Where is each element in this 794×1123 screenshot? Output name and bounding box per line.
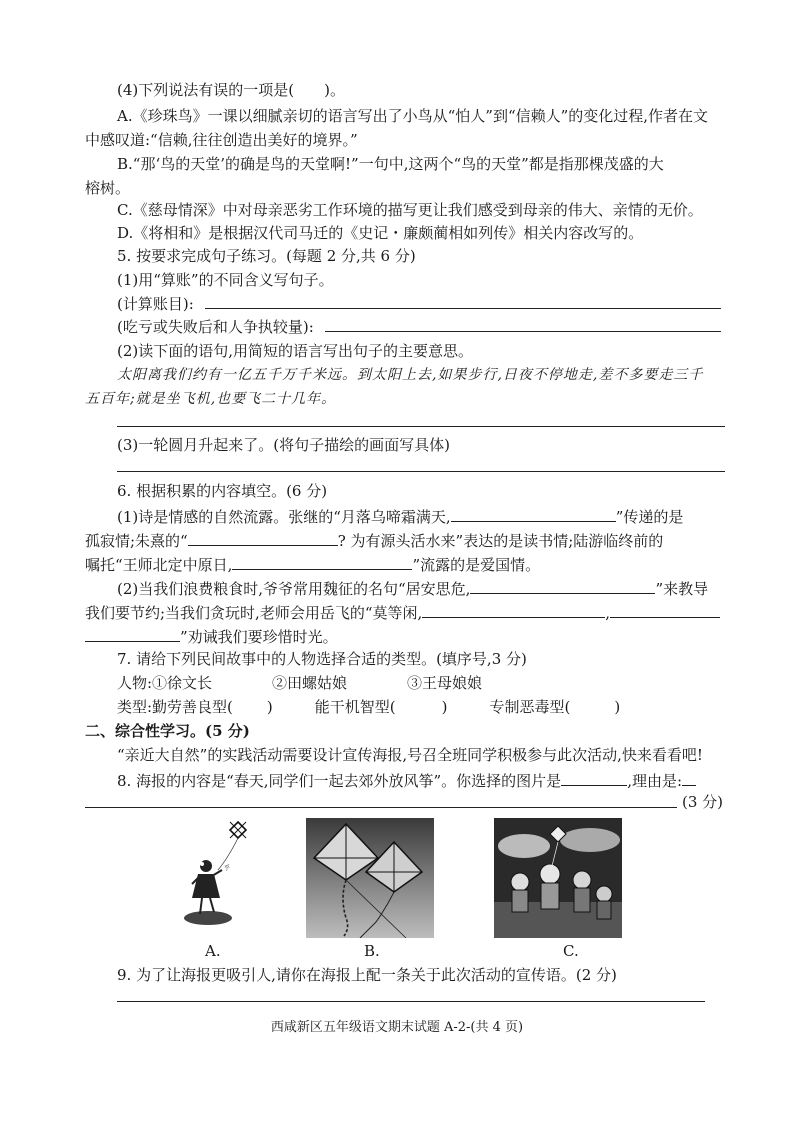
picture-b-kites-closeup[interactable] (306, 818, 434, 938)
q4-option-d: D.《将相和》是根据汉代司马迁的《史记・廉颇蔺相如列传》相关内容改写的。 (117, 224, 644, 242)
q5-part1: (1)用“算账”的不同含义写句子。 (117, 271, 334, 289)
q7-type2-label: 能干机智型( (314, 698, 396, 716)
q5-part1-b-answer-line[interactable] (325, 331, 721, 332)
q8-stem (117, 769, 696, 791)
q6-blank-4[interactable] (470, 577, 655, 594)
q6-line3-text-b: ”流露的是爱国情。 (412, 556, 541, 574)
q6-line4-text-a: (2)当我们浪费粮食时,爷爷常用魏征的名句“居安思危, (117, 580, 471, 598)
q5-part3: (3)一轮圆月升起来了。(将句子描绘的画面写具体) (117, 436, 450, 454)
picture-c-label: C. (563, 942, 579, 960)
picture-a-shadow (184, 911, 232, 925)
q6-line5 (85, 601, 720, 623)
q5-part2: (2)读下面的语句,用简短的语言写出句子的主要意思。 (117, 342, 474, 360)
q6-blank-3[interactable] (232, 553, 412, 570)
q5-quote-line2: 五百年;就是坐飞机,也要飞二十几年。 (85, 391, 337, 407)
q6-blank-7[interactable] (85, 625, 180, 642)
q8-score: (3 分) (682, 793, 724, 811)
picture-a-kite (218, 822, 246, 870)
q5-part1-a-label: (计算账目): (117, 295, 194, 313)
q8-reason-answer-line[interactable] (85, 807, 677, 808)
picture-a-sound-mark: 乎 (224, 865, 231, 872)
q6-line4-text-b: ”来教导 (655, 580, 709, 598)
q5-quote-line1: 太阳离我们约有一亿五千万千米远。到太阳上去,如果步行,日夜不停地走,差不多要走三千 (117, 367, 704, 383)
q7-type1-label: 类型:勤劳善良型( (117, 698, 233, 716)
q4-option-b-line2: 榕树。 (85, 179, 131, 197)
q9-answer-line[interactable] (117, 1001, 705, 1002)
q7-type1-close: ) (266, 698, 273, 716)
q6-blank-6[interactable] (610, 601, 720, 618)
q8-stem-text-b: ,理由是: (627, 772, 683, 790)
q4-option-a-line1: A.《珍珠鸟》一课以细腻亲切的语言写出了小鸟从“怕人”到“信赖人”的变化过程,作者在文 (117, 107, 709, 125)
q6-line2 (85, 529, 663, 551)
q6-line2-text-b: ? 为有源头活水来”表达的是读书情;陆游临终前的 (337, 532, 664, 550)
q6-title: 6. 根据积累的内容填空。(6 分) (117, 482, 328, 500)
picture-c-cloud-right (560, 828, 620, 852)
picture-a-girl (192, 860, 222, 914)
picture-a-girl-flying-kite[interactable] (178, 818, 258, 938)
q7-types (117, 697, 620, 717)
q8-picture-answer[interactable] (561, 769, 627, 786)
q6-blank-2[interactable] (188, 529, 338, 546)
q4-option-a-line2: 中感叹道:“信赖,往往创造出美好的境界。” (85, 131, 358, 149)
q7-type3-label: 专制恶毒型( (489, 698, 571, 716)
picture-c-cloud-left (498, 834, 550, 858)
q8-reason-start[interactable] (682, 769, 696, 786)
q7-title: 7. 请给下列民间故事中的人物选择合适的类型。(填序号,3 分) (117, 650, 527, 668)
q6-blank-5[interactable] (422, 601, 605, 618)
q6-line6-text: ”劝诫我们要珍惜时光。 (180, 628, 338, 646)
q4-option-b-line1: B.“那‘鸟的天堂’的确是鸟的天堂啊!”一句中,这两个“鸟的天堂”都是指那棵茂盛的大 (117, 155, 664, 173)
q5-part1-a-answer-line[interactable] (205, 308, 721, 309)
q4-option-c: C.《慈母情深》中对母亲恶劣工作环境的描写更让我们感受到母亲的伟大、亲情的无价。 (117, 201, 703, 219)
q6-line2-text-a: 孤寂情;朱熹的“ (85, 532, 188, 550)
picture-c-child-left (511, 873, 529, 912)
picture-c-child-middle (540, 864, 560, 909)
picture-b-label: B. (364, 942, 380, 960)
q7-type2-close: ) (441, 698, 448, 716)
q9-stem: 9. 为了让海报更吸引人,请你在海报上配一条关于此次活动的宣传语。(2 分) (117, 966, 617, 984)
section2-title: 二、综合性学习。(5 分) (85, 722, 250, 740)
picture-a-label: A. (205, 942, 221, 960)
q6-line1-text-b: ”传递的是 (615, 508, 684, 526)
q6-line5-text-a: 我们要节约;当我们贪玩时,老师会用岳飞的“莫等闲, (85, 604, 423, 622)
q6-blank-1[interactable] (451, 505, 616, 522)
q6-line1 (117, 505, 683, 527)
q5-part1-b-label: (吃亏或失败后和人争执较量): (117, 318, 314, 336)
q7-people: 人物:①徐文长 ②田螺姑娘 ③王母娘娘 (117, 674, 483, 692)
q6-line4 (117, 577, 708, 599)
q6-line3 (85, 553, 540, 575)
q6-line6 (85, 625, 338, 647)
q5-part2-answer-line[interactable] (117, 426, 725, 427)
q7-type3-close: ) (614, 698, 621, 716)
picture-c-children-flying-kites[interactable] (494, 818, 622, 938)
q8-stem-text-a: 8. 海报的内容是“春天,同学们一起去郊外放风筝”。你选择的图片是 (117, 772, 562, 790)
q4-stem: (4)下列说法有误的一项是( )。 (117, 81, 345, 99)
section2-intro: “亲近大自然”的实践活动需要设计宣传海报,号召全班同学积极参与此次活动,快来看看吧! (117, 746, 703, 764)
q5-title: 5. 按要求完成句子练习。(每题 2 分,共 6 分) (117, 247, 416, 265)
q6-line1-text-a: (1)诗是情感的自然流露。张继的“月落乌啼霜满天, (117, 508, 451, 526)
q6-line3-text-a: 嘱托“王师北定中原日, (85, 556, 233, 574)
q6-line5-comma: , (605, 604, 611, 622)
page-footer: 西咸新区五年级语文期末试题 A-2-(共 4 页) (270, 1020, 524, 1035)
q5-part3-answer-line[interactable] (117, 471, 725, 472)
